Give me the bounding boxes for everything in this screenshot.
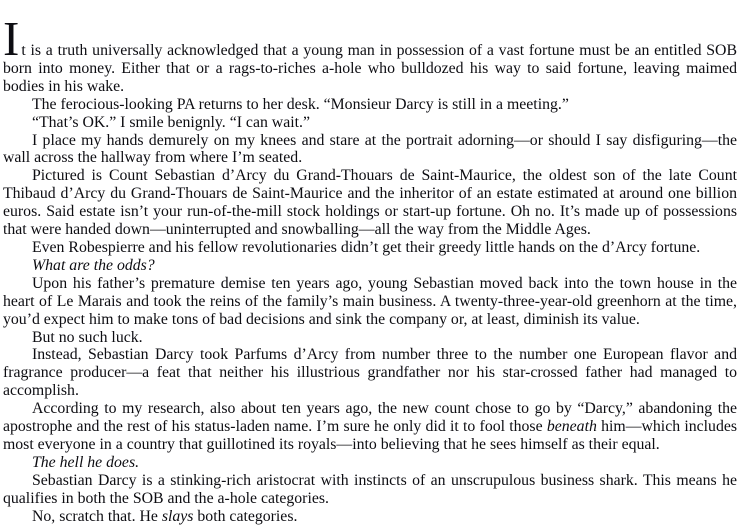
text-run: Pictured is Count Sebastian d’Arcy du Grand-Thouars de Saint-Maurice, the oldest son of the late Count Thibaud d’Arcy du Grand-Thouars de Saint-Maurice and the inheritor of an estate estimated at around one billion euros. Said estate isn’t your run-of-the-mill stock holdings or start-up fortune. Oh no. It’s made up of possessions that were handed down—uninterrupted and snowballing—all the way from the Middle Ages. <box>3 167 737 239</box>
text-run: both categories. <box>193 507 298 525</box>
text-run: him—which includes most everyone in a country that guillotined its royals—into believing that he sees himself as their equal. <box>3 418 737 453</box>
text-run: “That’s OK.” I smile benignly. “I can wait.” <box>32 113 310 131</box>
italic-text: slays <box>161 507 194 525</box>
paragraph <box>3 508 737 526</box>
text-run: Instead, Sebastian Darcy took Parfums d’Arcy from number three to the number one European flavor and fragrance producer—a feat that neither his illustrious grandfather nor his star-crossed father had managed to accomplish. <box>3 346 737 400</box>
paragraph <box>3 275 737 329</box>
italic-text: The hell he does. <box>32 453 140 471</box>
page-text <box>3 11 737 525</box>
paragraph <box>3 346 737 400</box>
paragraph <box>3 239 737 257</box>
paragraph <box>3 257 737 275</box>
text-run: According to my research, also about ten years ago, the new count chose to go by “Darcy,” abandoning the apostrophe and the rest of his status-laden name. I’m sure he only did it to fool those <box>3 400 737 436</box>
paragraph <box>3 400 737 454</box>
paragraph <box>3 472 737 508</box>
paragraph <box>3 132 737 168</box>
paragraph <box>3 11 737 96</box>
paragraph <box>3 96 737 114</box>
text-run: Upon his father’s premature demise ten years ago, young Sebastian moved back into the town house in the heart of Le Marais and took the reins of the family’s main business. A twenty-three-year-old greenhorn at the time, you’d expect him to make tons of bad decisions and sink the company or, at least, diminish its value. <box>3 274 737 328</box>
paragraph <box>3 167 737 239</box>
text-run: Even Robespierre and his fellow revolutionaries didn’t get their greedy little hands on the d’Arcy fortune. <box>32 238 701 256</box>
paragraph <box>3 454 737 472</box>
text-run: But no such luck. <box>32 328 143 346</box>
text-run: t is a truth universally acknowledged that a young man in possession of a vast fortune must be an entitled SOB born into money. Either that or a rags-to-riches a-hole who bulldozed his way to said fortune, leaving maimed bodies in his wake. <box>3 42 737 95</box>
text-run: No, scratch that. He <box>32 507 162 525</box>
italic-text: beneath <box>546 418 597 436</box>
paragraph <box>3 329 737 347</box>
italic-text: What are the odds? <box>32 256 155 274</box>
drop-cap: I <box>3 11 20 66</box>
text-run: Sebastian Darcy is a stinking-rich aristocrat with instincts of an unscrupulous business shark. This means he qualifies in both the SOB and the a-hole categories. <box>3 471 737 507</box>
text-run: I place my hands demurely on my knees and stare at the portrait adorning—or should I say disfiguring—the wall across the hallway from where I’m seated. <box>3 131 737 167</box>
text-run: The ferocious-looking PA returns to her desk. “Monsieur Darcy is still in a meeting.” <box>32 95 569 113</box>
paragraph <box>3 114 737 132</box>
